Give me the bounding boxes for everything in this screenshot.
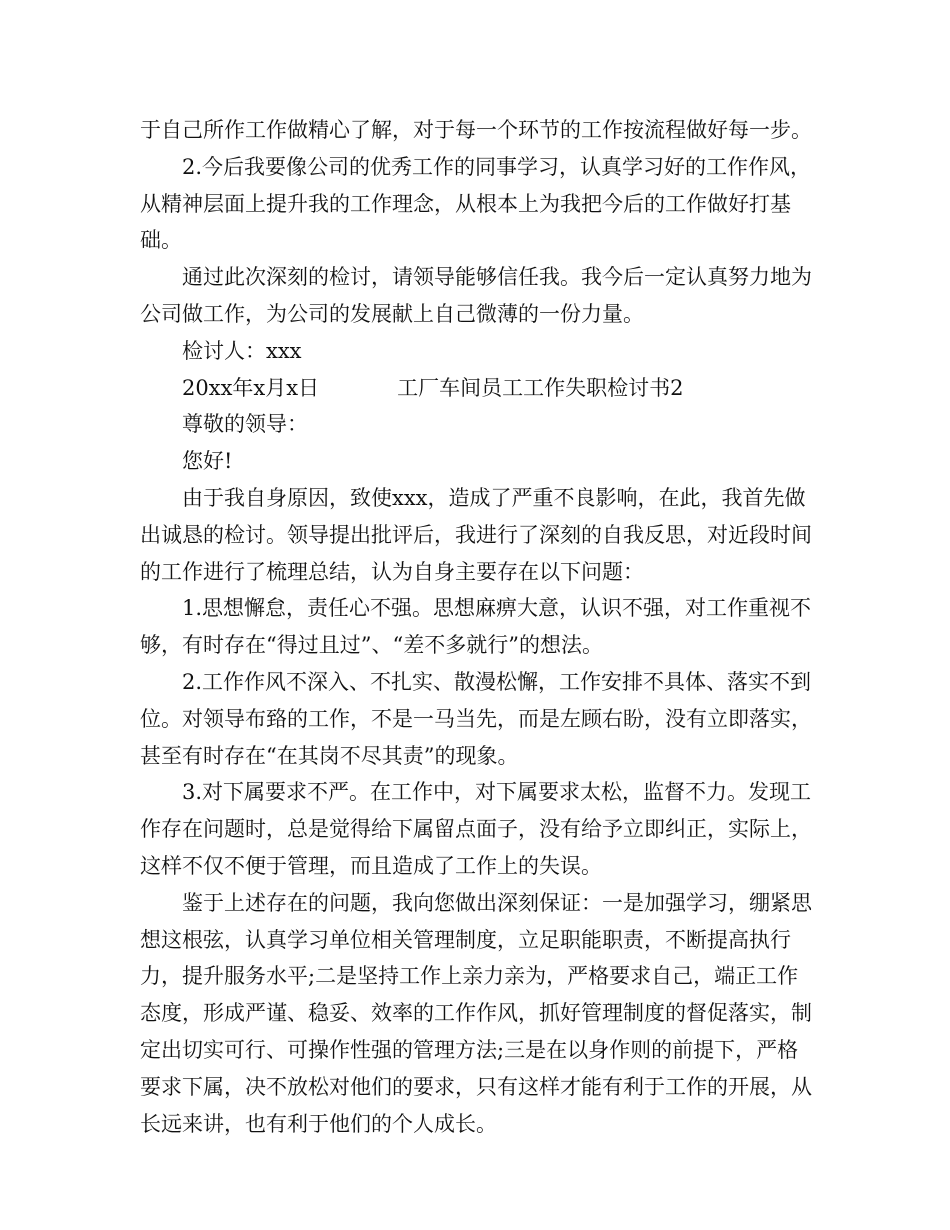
date-text: 20xx年x月x日 (182, 375, 320, 400)
salutation: 尊敬的领导： (182, 412, 308, 437)
paragraph-problem-2: 2.工作作风不深入、不扎实、散漫松懈，工作安排不具体、落实不到位。对领导布臵的工作，不是一马当先，而是左顾右盼，没有立即落实，甚至有时存在“在其岗不尽其责”的现象。 (140, 669, 812, 768)
date-and-title-line (140, 370, 812, 407)
document-title: 工厂车间员工工作失职检讨书2 (397, 375, 684, 400)
signature-line: 检讨人：xxx (182, 338, 302, 363)
paragraph-trust-request: 通过此次深刻的检讨，请领导能够信任我。我今后一定认真努力地为公司做工作，为公司的发展献上自己微薄的一份力量。 (140, 265, 812, 326)
paragraph-problem-3: 3.对下属要求不严。在工作中，对下属要求太松，监督不力。发现工作存在问题时，总是觉得给下属留点面子，没有给予立即纠正，实际上，这样不仅不便于管理，而且造成了工作上的失误。 (140, 780, 812, 878)
paragraph-problem-1: 1.思想懈怠，责任心不强。思想麻痹大意，认识不强，对工作重视不够，有时存在“得过且过”、“差不多就行”的想法。 (140, 596, 812, 658)
paragraph-item-2-study: 2.今后我要像公司的优秀工作的同事学习，认真学习好的工作作风，从精神层面上提升我的工作理念，从根本上为我把今后的工作做好打基础。 (140, 154, 812, 253)
paragraph-continued: 于自己所作工作做精心了解，对于每一个环节的工作按流程做好每一步。 (140, 118, 812, 142)
greeting: 您好! (182, 449, 233, 474)
paragraph-guarantee: 鉴于上述存在的问题，我向您做出深刻保证：一是加强学习，绷紧思想这根弦，认真学习单位相关管理制度，立足职能职责，不断提高执行力，提升服务水平;二是坚持工作上亲力亲为，严格要求自己，端正工作态度，形成严谨、稳妥、效率的工作作风，抓好管理制度的督促落实，制定出切实可行、可操作性强的管理方法;三是在以身作则的前提下，严格要求下属，决不放松对他们的要求，只有这样才能有利于工作的开展，从长远来讲，也有利于他们的个人成长。 (140, 890, 812, 1136)
paragraph-introduction: 由于我自身原因，致使xxx，造成了严重不良影响，在此，我首先做出诚恳的检讨。领导提出批评后，我进行了深刻的自我反思，对近段时间的工作进行了梳理总结，认为自身主要存在以下问题： (140, 485, 812, 584)
document-body (140, 112, 812, 1142)
